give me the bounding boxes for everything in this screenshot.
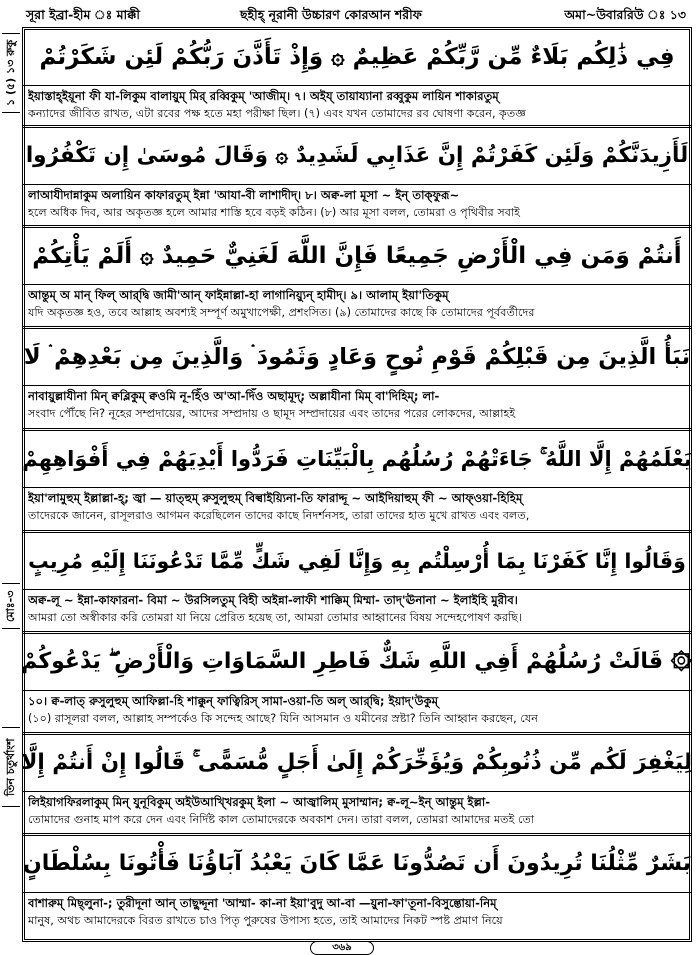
arabic-line: ۞ قَالَتْ رُسُلُهُمْ أَفِي اللَّهِ شَكٌّ فَاطِرِ السَّمَاوَاتِ وَالْأَرْضِ ۖ يَدْعُوكُمْ bbox=[22, 635, 692, 691]
block-divider bbox=[22, 225, 692, 228]
left-margin bbox=[0, 27, 22, 942]
page-number: ৩৬৯ bbox=[310, 941, 374, 955]
block-divider bbox=[22, 732, 692, 735]
juz-quarter-marker: তিন চতুর্থাংশ bbox=[2, 727, 20, 807]
surah-name: সূরা ইব্রা-হীম ঃ মাক্কী bbox=[26, 7, 140, 22]
arabic-line: أَنتُمْ وَمَن فِي الْأَرْضِ جَمِيعًا فَإِنَّ اللَّهَ لَغَنِيٌّ حَمِيدٌ ۞ أَلَمْ يَأْتِكُمْ bbox=[22, 229, 692, 285]
ruku-marker: ১ (৫) ১৩ রুকু bbox=[2, 33, 20, 113]
transliteration-line: বাশারুম্ মিছ্লুনা-; তুরীদূনা আন্ তাছুদ্দূনা 'আম্মা- কা-না ইয়া'বুদু আ-বা —য়ুনা-ফা'তূনা-বিসুল্তোয়া-নিম্ bbox=[28, 896, 497, 910]
transliteration-line: নাবায়ুল্লাযীনা মিন্ ক্বব্লিকুম্ ক্বওমি নূ-হিঁও অ'আ-দিঁও অছামূদ্; অল্লাযীনা মিম্ বা'দিহিম্; লা- bbox=[28, 389, 440, 403]
block-divider bbox=[22, 326, 692, 329]
transliteration-line: ইয়া'লামুহুম্ ইল্লাল্লা-হ্; জ্বা — য়াত্হুম্ রুসুলুহুম্ বিল্বাইয়্যিনা-তি ফারাদ্দূ ~ আইদিয়াহুম্ ফী ~ আফ্ওয়া-হিহিম্ bbox=[28, 491, 523, 505]
block-divider bbox=[22, 530, 692, 533]
transliteration-line: ১০। ক্ব-লাত্ রুসুলুহুম্ আফিল্লা-হি শাক্কুন্ ফাত্বিরিস্ সামা-ওয়া-তি অল্ আর্‌দ্বি; ইয়াদ্'উকুম্ bbox=[28, 694, 439, 708]
translation-line: হলে অধিক দিব, আর অকৃতজ্ঞ হলে আমার শাস্তি হবে বড়ই কঠিন। (৮) আর মূসা বলল, তোমরা ও পৃথিবীর সবাই bbox=[28, 206, 520, 219]
arabic-line: وَقَالُوا إِنَّا كَفَرْنَا بِمَا أُرْسِلْتُم بِهِ وَإِنَّا لَفِي شَكٍّ مِّمَّا تَدْعُونَنَا إِلَيْهِ مُرِيبٍ bbox=[22, 534, 692, 590]
transliteration-line: আন্তুম্ অ মান্ ফিল্ আর্‌দ্বি জামী'আন্ ফাইন্নাল্লা-হা লাগানিয়্যুন্ হামীদ্। ৯। আলাম্ ইয়া'তিকুম্ bbox=[28, 288, 449, 302]
translation-line: মানুষ, অথচ আমাদেরকে বিরত রাখতে চাও পিতৃ পুরুষের উপাস্য হতে, তাই আমাদের নিকট স্পষ্ট প্রমাণ নিয়ে bbox=[28, 914, 503, 927]
translation-line: আমরা তো অস্বীকার করি তোমরা যা নিয়ে প্রেরিত হয়েছ তা, আমরা তোমার আহ্বানের বিষয় সন্দেহপোষণ করছি। bbox=[28, 611, 522, 624]
arabic-line: يَعْلَمُهُمْ إِلَّا اللَّهُ ۚ جَاءَتْهُمْ رُسُلُهُم بِالْبَيِّنَاتِ فَرَدُّوا أَيْدِيَهُمْ فِي أَفْوَاهِهِمْ bbox=[22, 432, 692, 488]
arabic-line: نَبَأُ الَّذِينَ مِن قَبْلِكُمْ قَوْمِ نُوحٍ وَعَادٍ وَثَمُودَ ۛ وَالَّذِينَ مِن بَعْدِهِمْ ۛ لَا bbox=[22, 330, 692, 386]
arabic-line: بَشَرٌ مِّثْلُنَا تُرِيدُونَ أَن تَصُدُّونَا عَمَّا كَانَ يَعْبُدُ آبَاؤُنَا فَأْتُونَا بِسُلْطَانٍ bbox=[22, 837, 692, 893]
book-title: ছহীহ্ নূরানী উচ্চারণ কোরআন শরীফ bbox=[240, 7, 422, 22]
block-divider bbox=[22, 833, 692, 836]
translation-line: সংবাদ পৌঁছে নি? নূহের সম্প্রদায়ের, আদের সম্প্রদায় ও ছামূদ সম্প্রদায়ের এবং তাদের পরের লোকদের, আল্লাহই bbox=[28, 407, 516, 420]
transliteration-line: লাআযীদান্নাকুম অলায়িন কাফারতুম্ ইন্না 'আযা-বী লাশাদীদ্। ৮। অক্ব-লা মূসা ~ ইন্ তাক্ফুরূ~ bbox=[28, 188, 460, 202]
arabic-line: لِيَغْفِرَ لَكُم مِّن ذُنُوبِكُمْ وَيُؤَخِّرَكُمْ إِلَىٰ أَجَلٍ مُّسَمًّى ۚ قَالُوا إِنْ أَنتُمْ إِلَّا bbox=[22, 736, 692, 792]
arabic-line: فِي ذَٰلِكُم بَلَاءٌ مِّن رَّبِّكُمْ عَظِيمٌ ۞ وَإِذْ تَأَذَّنَ رَبُّكُمْ لَئِن شَكَرْتُمْ bbox=[22, 30, 692, 86]
transliteration-line: ইয়াস্তাহ্ইয়ূনা ফী যা-লিকুম বালায়ুম্ মির্ রব্বিকুম্ 'আজীম্। ৭। অইয্ তায়ায্যানা রব্বুকুম লায়িন শাকারতুম্ bbox=[28, 89, 499, 103]
page-header bbox=[0, 0, 700, 30]
translation-line: তোমাদের গুনাহ মাপ করে দেন এবং নির্দিষ্ট কাল তোমাদেরকে অবকাশ দেন। তারা বলল, তোমরা আমাদের মতই তো bbox=[28, 813, 535, 826]
block-divider bbox=[22, 631, 692, 634]
translation-line: যদি অকৃতজ্ঞ হও, তবে আল্লাহ অবশ্যই সম্পূর্ণ অমুখাপেক্ষী, প্রশংসিত। (৯) তোমাদের কাছে কি তোমাদের পূর্ববর্তীদের bbox=[28, 306, 535, 319]
arabic-line: لَأَزِيدَنَّكُمْ وَلَئِن كَفَرْتُمْ إِنَّ عَذَابِي لَشَدِيدٌ ۞ وَقَالَ مُوسَىٰ إِن تَكْفُرُوا bbox=[22, 129, 692, 185]
transliteration-line: লিইয়াগফিরলাকুম্ মিন্ যুনূবিকুম্ অইউআখ্খিরকুম্ ইলা ~ আজ্বালিম্ মুসাম্মান; ক্ব-লূ~ইন্ আন্তুম্ ইল্লা- bbox=[28, 795, 491, 809]
translation-line: (১০) রাসূলরা বলল, আল্লাহ সম্পর্কেও কি সন্দেহ আছে? যিনি আসমান ও যমীনের স্রষ্টা? তিনি আহ্বান করছেন, যেন bbox=[28, 712, 538, 725]
para-name: অমা~উবাররিউ ঃ ১৩ bbox=[564, 7, 686, 22]
block-divider bbox=[22, 428, 692, 431]
manzil-marker: মোঃ-৩ bbox=[2, 583, 20, 629]
block-divider bbox=[22, 125, 692, 128]
transliteration-line: অক্ব-লূ ~ ইন্না-কাফারনা- বিমা ~ উরসিলতুম্ বিহী অইন্না-লাফী শাক্কিম্ মিম্মা- তাদ্'ঊনানা ~ ইলাইহি মুরীব। bbox=[28, 593, 518, 607]
translation-line: কন্যাদের জীবিত রাখত, এটা রবের পক্ষ হতে মহা পরীক্ষা ছিল। (৭) এবং যখন তোমাদের রব ঘোষণা করেন, কৃতজ্ঞ bbox=[28, 107, 526, 120]
translation-line: তাদেরকে জানেন, রাসূলরাও আগমন করেছিলেন তাদের কাছে নিদর্শনসহ, তারা তাদের হাত মুখে রাখত এবং বলত, bbox=[28, 509, 530, 522]
